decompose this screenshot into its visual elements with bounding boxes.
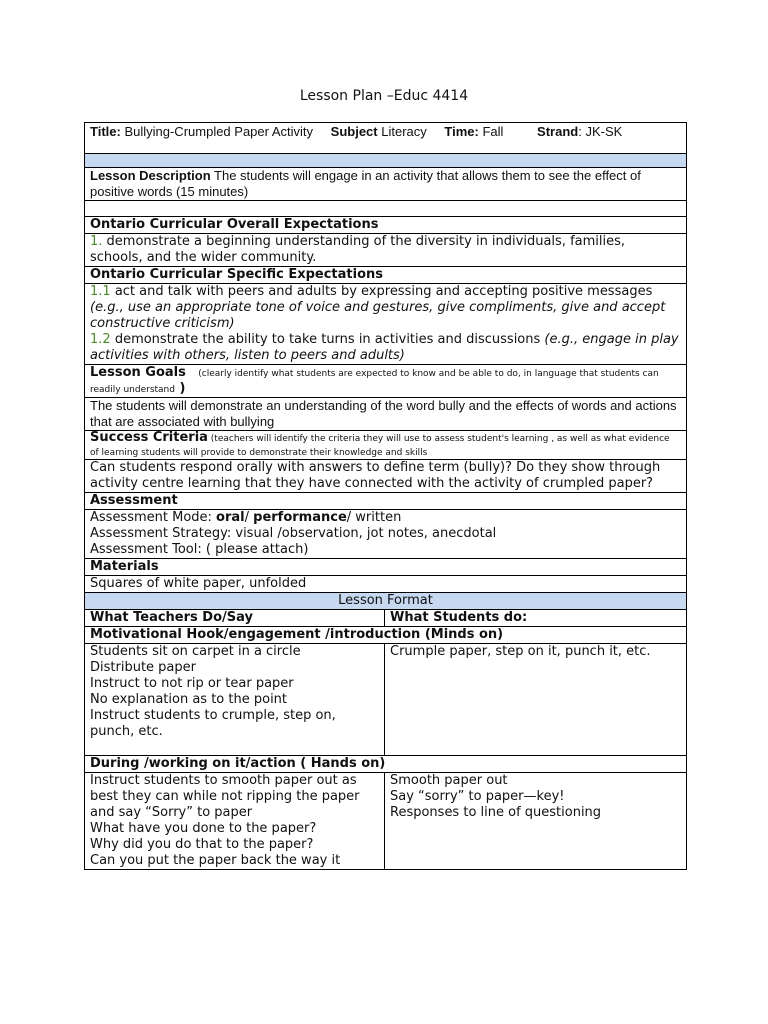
hook-heading: Motivational Hook/engagement /introduction (Minds on) bbox=[85, 627, 687, 644]
format-heading: Lesson Format bbox=[85, 593, 687, 610]
specific-heading: Ontario Curricular Specific Expectations bbox=[85, 267, 687, 284]
lesson-description-row bbox=[85, 168, 687, 201]
specific-example-2: (e.g., engage in play activities with others, listen to peers and adults) bbox=[90, 332, 679, 363]
goals-heading-cell bbox=[85, 365, 687, 398]
specific-example-1: (e.g., use an appropriate tone of voice and gestures, give compliments, give and accept constructive criticism) bbox=[90, 300, 666, 331]
goals-heading: Lesson Goals bbox=[90, 365, 186, 380]
during-heading-row bbox=[85, 756, 687, 773]
hook-row bbox=[85, 644, 687, 756]
specific-number-2: 1.2 bbox=[90, 332, 111, 347]
specific-number-1: 1.1 bbox=[90, 284, 111, 299]
assessment-strategy: Assessment Strategy: visual /observation, jot notes, anecdotal bbox=[90, 526, 497, 541]
hook-teacher-cell bbox=[85, 644, 385, 756]
lesson-description-label: Lesson Description bbox=[90, 168, 211, 183]
specific-item-1 bbox=[90, 284, 681, 332]
during-student-line: Smooth paper out bbox=[390, 773, 508, 788]
subject-value: Literacy bbox=[381, 124, 427, 139]
page-title: Lesson Plan –Educ 4414 bbox=[299, 88, 469, 104]
assessment-mode bbox=[90, 510, 681, 526]
spacer-cell bbox=[85, 201, 687, 217]
mode-oral: oral bbox=[216, 510, 245, 525]
goals-note: (clearly identify what students are expected to know and be able to do, in language that students can readily understand bbox=[90, 369, 659, 395]
assessment-row bbox=[85, 510, 687, 559]
during-teacher-line: Instruct students to smooth paper out as best they can while not ripping the paper and say “Sorry” to paper bbox=[90, 773, 360, 820]
header-cell bbox=[85, 123, 687, 154]
hook-student-cell: Crumple paper, step on it, punch it, etc. bbox=[385, 644, 687, 756]
assessment-heading: Assessment bbox=[85, 493, 687, 510]
hook-teacher-line: Distribute paper bbox=[90, 660, 196, 675]
assessment-mode-label: Assessment Mode: bbox=[90, 510, 217, 525]
hook-heading-row bbox=[85, 627, 687, 644]
specific-cell bbox=[85, 284, 687, 365]
mode-performance: performance bbox=[253, 510, 347, 525]
blue-divider-row bbox=[85, 154, 687, 168]
success-heading-cell bbox=[85, 431, 687, 460]
during-student-line: Say “sorry” to paper—key! bbox=[390, 789, 565, 804]
hook-teacher-line: No explanation as to the point bbox=[90, 692, 288, 707]
overall-heading-row bbox=[85, 217, 687, 234]
specific-row bbox=[85, 284, 687, 365]
success-note: (teachers will identify the criteria they will use to assess student's learning , as well as what evidence of learning students will provide to demonstrate their knowledge and skills bbox=[90, 434, 670, 458]
strand-label: Strand bbox=[537, 124, 579, 139]
during-teacher-line: Why did you do that to the paper? bbox=[90, 837, 314, 852]
success-row bbox=[85, 460, 687, 493]
during-teacher-line: Can you put the paper back the way it bbox=[90, 853, 341, 868]
header-row bbox=[85, 123, 687, 154]
lesson-plan-table bbox=[84, 122, 687, 870]
mode-sep: / bbox=[244, 510, 254, 525]
success-text: Can students respond orally with answers to define term (bully)? Do they show through activity centre learning that they have connected with the activity of crumpled paper? bbox=[85, 460, 687, 493]
success-heading: Success Criteria bbox=[90, 430, 208, 445]
overall-number: 1. bbox=[90, 234, 103, 249]
specific-heading-row bbox=[85, 267, 687, 284]
overall-cell bbox=[85, 234, 687, 267]
hook-teacher-line: Instruct students to crumple, step on, punch, etc. bbox=[90, 708, 336, 739]
goals-text: The students will demonstrate an understanding of the word bully and the effects of words and actions that are associated with bullying bbox=[85, 398, 687, 431]
goals-heading-row bbox=[85, 365, 687, 398]
col-students: What Students do: bbox=[385, 610, 687, 627]
during-student-line: Responses to line of questioning bbox=[390, 805, 602, 820]
blue-divider bbox=[85, 154, 687, 168]
title-label: Title: bbox=[90, 124, 121, 139]
assessment-tool: Assessment Tool: ( please attach) bbox=[90, 542, 309, 557]
during-row bbox=[85, 773, 687, 870]
assessment-cell bbox=[85, 510, 687, 559]
materials-heading-row bbox=[85, 559, 687, 576]
assessment-heading-row bbox=[85, 493, 687, 510]
hook-teacher-line: Students sit on carpet in a circle bbox=[90, 644, 301, 659]
goals-row bbox=[85, 398, 687, 431]
hook-teacher-line: Instruct to not rip or tear paper bbox=[90, 676, 294, 691]
during-student-cell bbox=[385, 773, 687, 870]
strand-value: : JK-SK bbox=[578, 124, 623, 139]
during-teacher-line: What have you done to the paper? bbox=[90, 821, 317, 836]
materials-text: Squares of white paper, unfolded bbox=[85, 576, 687, 593]
overall-row bbox=[85, 234, 687, 267]
overall-heading: Ontario Curricular Overall Expectations bbox=[85, 217, 687, 234]
goals-close: ) bbox=[174, 381, 186, 396]
specific-text-1: act and talk with peers and adults by expressing and accepting positive messages bbox=[110, 284, 653, 299]
materials-heading: Materials bbox=[85, 559, 687, 576]
overall-text: demonstrate a beginning understanding of the diversity in individuals, families, schools, and the wider community. bbox=[90, 234, 626, 265]
mode-written: / written bbox=[346, 510, 402, 525]
specific-text-2: demonstrate the ability to take turns in activities and discussions bbox=[110, 332, 545, 347]
time-label: Time: bbox=[444, 124, 479, 139]
subject-label: Subject bbox=[330, 124, 378, 139]
col-teachers: What Teachers Do/Say bbox=[85, 610, 385, 627]
lesson-description-cell bbox=[85, 168, 687, 201]
title-value: Bullying-Crumpled Paper Activity bbox=[124, 124, 314, 139]
specific-item-2 bbox=[90, 332, 681, 364]
during-teacher-cell bbox=[85, 773, 385, 870]
format-columns-row bbox=[85, 610, 687, 627]
materials-row bbox=[85, 576, 687, 593]
time-value: Fall bbox=[482, 124, 504, 139]
success-heading-row bbox=[85, 431, 687, 460]
format-heading-row bbox=[85, 593, 687, 610]
spacer-row bbox=[85, 201, 687, 217]
during-heading: During /working on it/action ( Hands on) bbox=[85, 756, 687, 773]
lesson-description-text: The students will engage in an activity that allows them to see the effect of positive words (15 minutes) bbox=[90, 168, 641, 199]
